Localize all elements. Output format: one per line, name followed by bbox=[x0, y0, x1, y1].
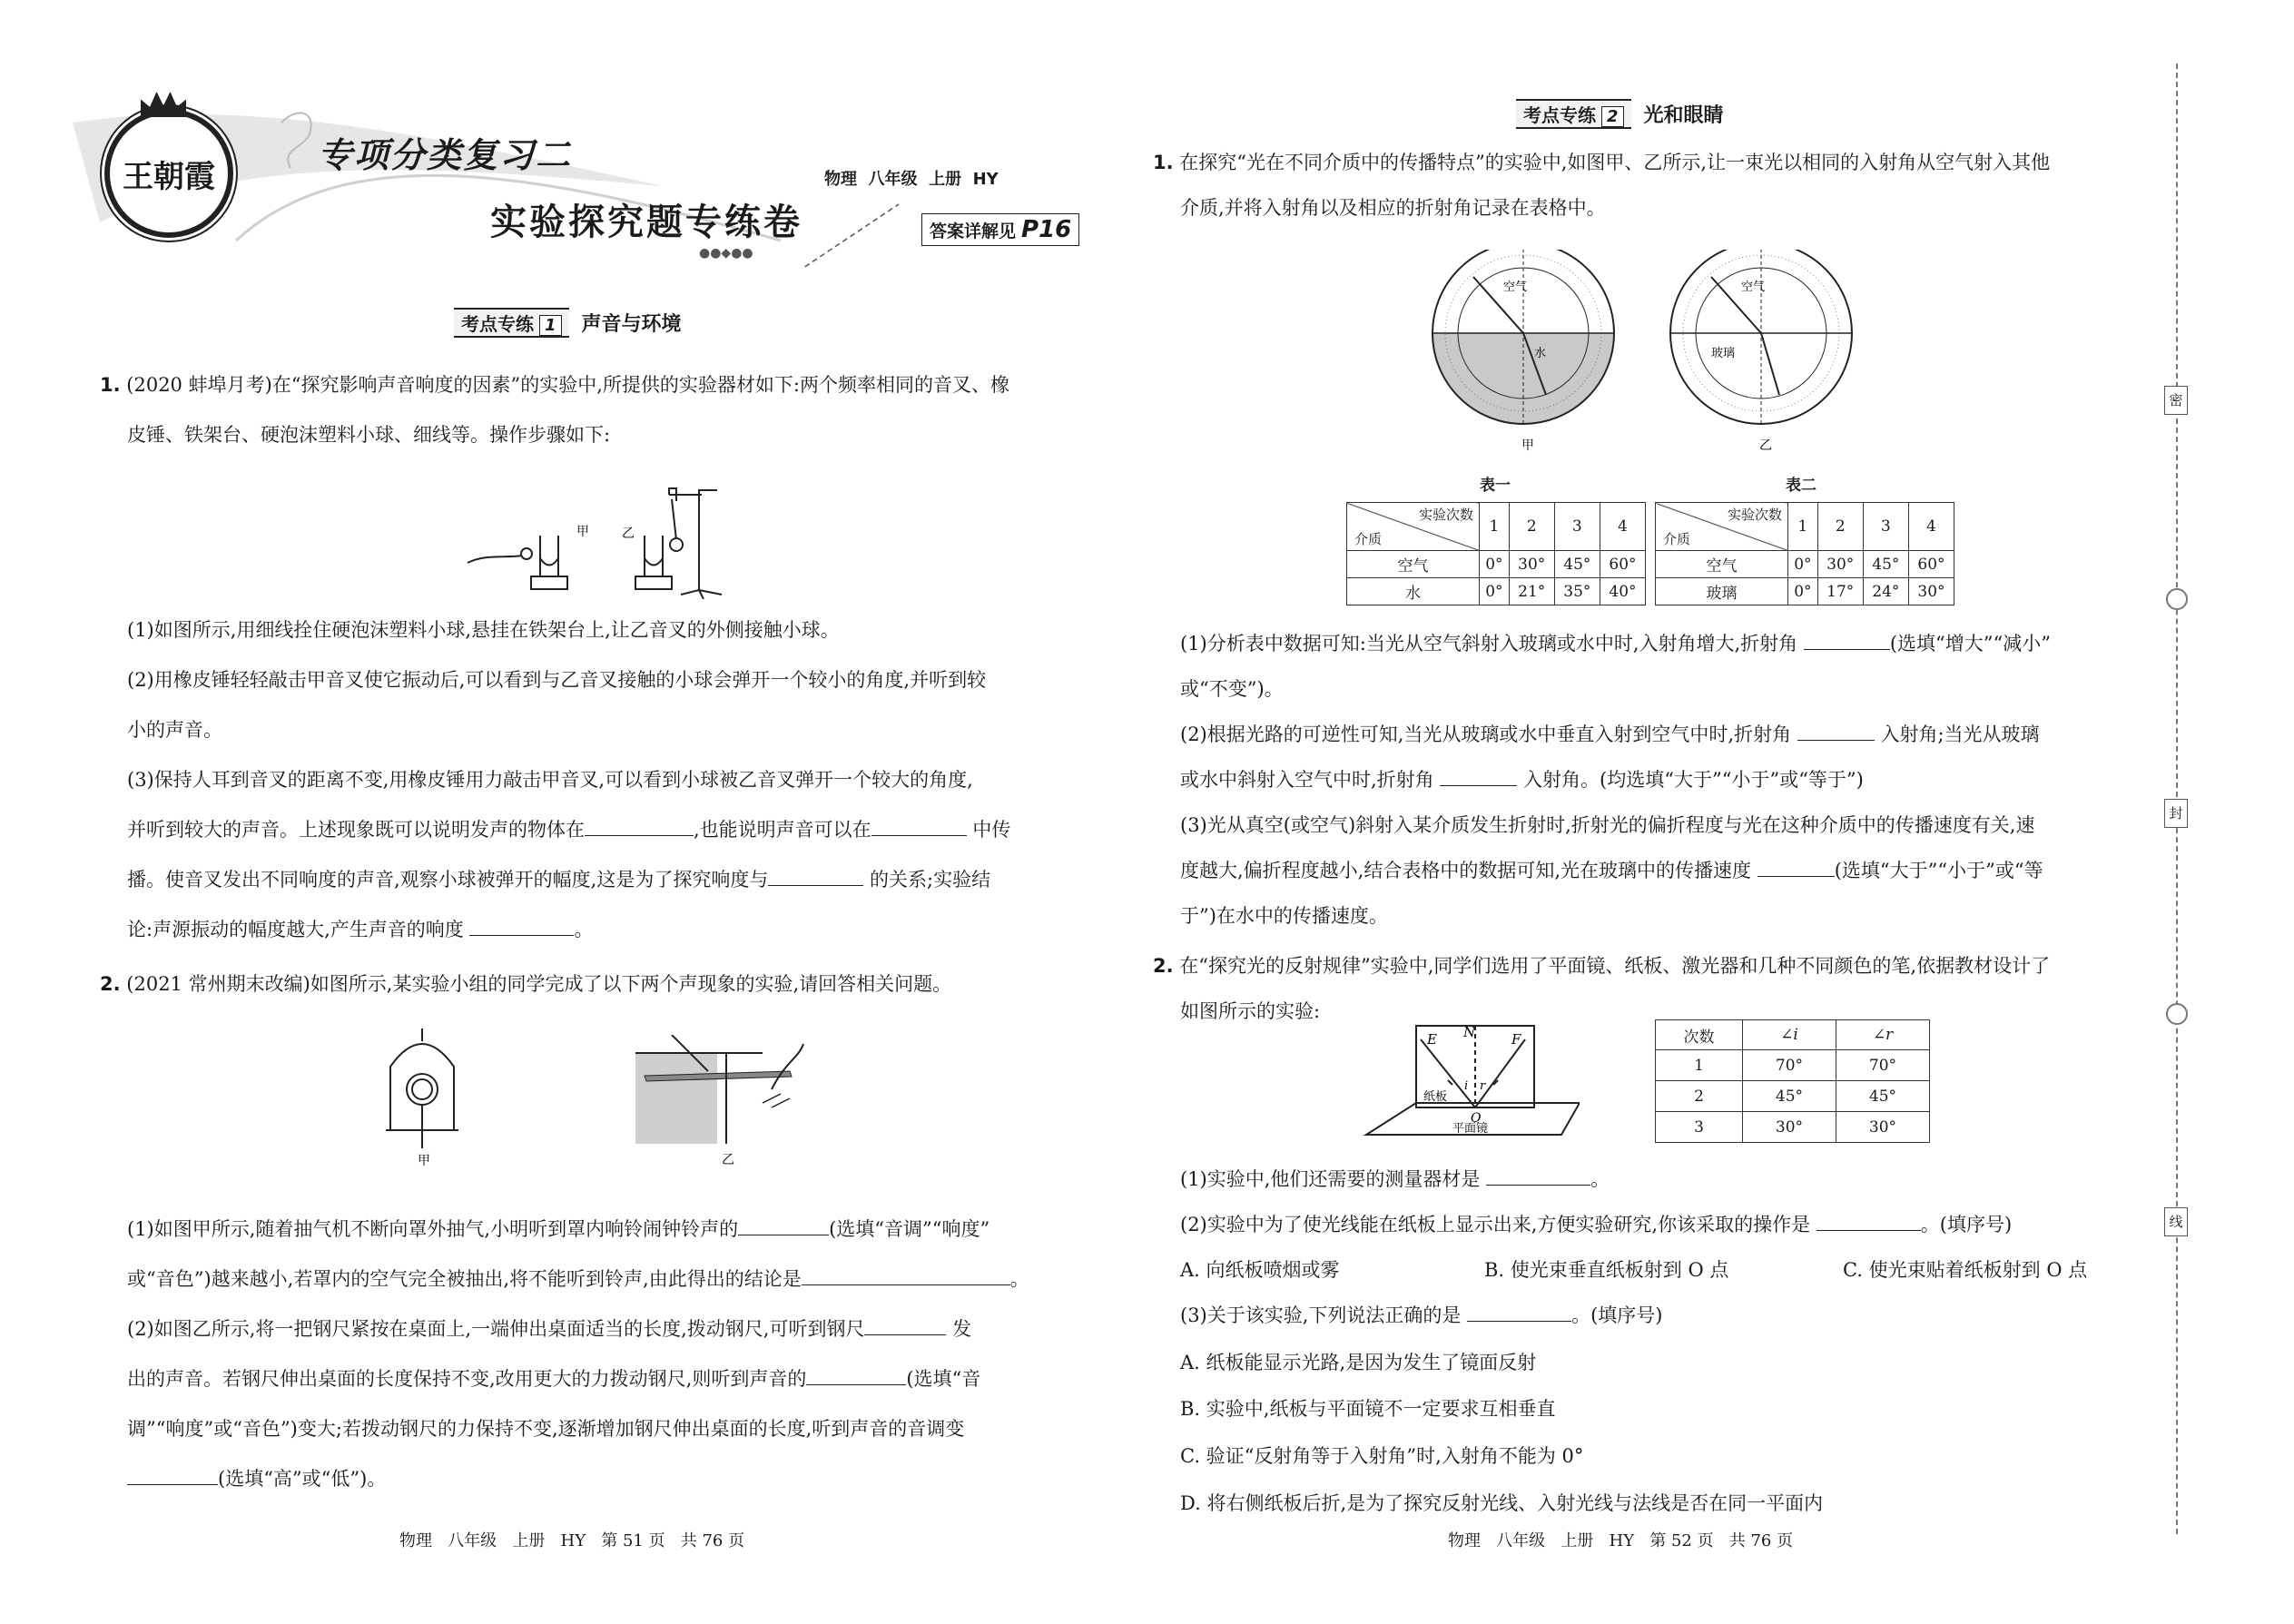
brand-badge bbox=[104, 109, 233, 238]
label-O: O bbox=[1471, 1111, 1482, 1126]
right-q1-p1b: 或“不变”)。 bbox=[1180, 678, 1284, 700]
table-header: 4 bbox=[1908, 503, 1954, 551]
section-tag: 考点专练 1 bbox=[454, 308, 569, 338]
right-q2-line1: 2. 在“探究光的反射规律”实验中,同学们选用了平面镜、纸板、激光器和几种不同颜色的笔,依据教材设计了 bbox=[1153, 955, 2051, 977]
table-row: 玻璃 0° 17° 24° 30° bbox=[1656, 578, 1954, 605]
dial-caption: 甲 bbox=[1521, 438, 1534, 453]
answer-blank[interactable] bbox=[806, 1366, 906, 1385]
answer-blank[interactable] bbox=[1486, 1166, 1590, 1186]
header-banner bbox=[73, 86, 1089, 268]
table-row: 水 0° 21° 35° 40° bbox=[1347, 578, 1646, 605]
left-q2-p2d: (选填“高”或“低”)。 bbox=[127, 1466, 386, 1491]
answer-blank[interactable] bbox=[871, 817, 967, 836]
subject-line: 物理 八年级 上册 HY bbox=[824, 170, 999, 189]
table2-title: 表二 bbox=[1786, 477, 1816, 495]
label-F: F bbox=[1511, 1031, 1521, 1048]
table-row: 空气 0° 30° 45° 60° bbox=[1656, 551, 1954, 578]
table1 bbox=[1346, 502, 1646, 605]
answer-blank[interactable] bbox=[802, 1266, 1010, 1285]
right-q1-p2b: 或水中斜射入空气中时,折射角 入射角。(均选填“大于”“小于”或“等于”) bbox=[1180, 769, 1864, 791]
right-q2-optA: A. 向纸板喷烟或雾 bbox=[1180, 1259, 1340, 1281]
left-q1-p2a: (2)用橡皮锤轻轻敲击甲音叉使它振动后,可以看到与乙音叉接触的小球会弹开一个较小的角度,并听到较 bbox=[127, 669, 987, 691]
dial-drawing bbox=[1423, 250, 1623, 454]
section-title: 声音与环境 bbox=[581, 312, 682, 336]
label-E: E bbox=[1427, 1031, 1437, 1048]
binding-mark: 线 bbox=[2164, 1207, 2188, 1236]
dial-caption: 乙 bbox=[1759, 438, 1772, 453]
table-header: ∠i bbox=[1743, 1020, 1836, 1050]
refraction-dial-glass bbox=[1661, 250, 1861, 454]
left-q1-p3c: 播。使音叉发出不同响度的声音,观察小球被弹开的幅度,这是为了探究响度与 的关系;实验结 bbox=[127, 869, 991, 891]
answer-blank[interactable] bbox=[1440, 767, 1517, 786]
right-q2-p2: (2)实验中为了使光线能在纸板上显示出来,方便实验研究,你该采取的操作是 。(填序号) bbox=[1180, 1214, 2013, 1235]
table-row: 2 45° 45° bbox=[1656, 1081, 1930, 1112]
right-q2-optB: B. 使光束垂直纸板射到 O 点 bbox=[1484, 1259, 1729, 1281]
answer-blank[interactable] bbox=[768, 867, 863, 886]
table-row: 1 70° 70° bbox=[1656, 1050, 1930, 1081]
right-q2-p1: (1)实验中,他们还需要的测量器材是 。 bbox=[1180, 1168, 1610, 1190]
left-q1-p2b: 小的声音。 bbox=[127, 719, 222, 741]
table-header: 2 bbox=[1817, 503, 1863, 551]
right-q1-p2a: (2)根据光路的可逆性可知,当光从玻璃或水中垂直入射到空气中时,折射角 入射角;当光从玻璃 bbox=[1180, 723, 2040, 745]
left-q2-line: 2. (2021 常州期末改编)如图所示,某实验小组的同学完成了以下两个声现象的实验,请回答相关问题。 bbox=[100, 973, 952, 995]
table-header: 4 bbox=[1600, 503, 1645, 551]
tuning-fork-drawing bbox=[458, 472, 758, 599]
left-q1-line2: 皮锤、铁架台、硬泡沫塑料小球、细线等。操作步骤如下: bbox=[127, 424, 611, 446]
fig-yi-label: 乙 bbox=[622, 527, 635, 541]
answer-blank[interactable] bbox=[1467, 1303, 1571, 1322]
left-q2-p2a: (2)如图乙所示,将一把钢尺紧按在桌面上,一端伸出桌面适当的长度,拨动钢尺,可听到钢尺 发 bbox=[127, 1318, 972, 1340]
answer-blank[interactable] bbox=[127, 1466, 218, 1485]
ruler-drawing bbox=[635, 1035, 817, 1166]
left-q1-p1: (1)如图所示,用细线拴住硬泡沫塑料小球,悬挂在铁架台上,让乙音叉的外侧接触小球。 bbox=[127, 619, 840, 641]
binding-mark: 密 bbox=[2164, 386, 2188, 415]
right-q2-p3: (3)关于该实验,下列说法正确的是 。(填序号) bbox=[1180, 1304, 1663, 1326]
table2 bbox=[1655, 502, 1954, 605]
left-q1-line1: 1. (2020 蚌埠月考)在“探究影响声音响度的因素”的实验中,所提供的实验器材如下:两个频率相同的音叉、橡 bbox=[100, 374, 1010, 396]
dial-bottom-label: 水 bbox=[1534, 347, 1547, 360]
bell-jar-figure bbox=[381, 1021, 463, 1166]
table-header: 次数 bbox=[1656, 1020, 1743, 1050]
main-title: 实验探究题专练卷 bbox=[490, 201, 802, 243]
right-q2-s3D: D. 将右侧纸板后折,是为了探究反射光线、入射光线与法线是否在同一平面内 bbox=[1180, 1492, 1824, 1514]
label-N: N bbox=[1463, 1024, 1476, 1040]
dial-top-label: 空气 bbox=[1741, 281, 1766, 294]
table-header: 1 bbox=[1788, 503, 1818, 551]
reflection-drawing bbox=[1362, 1017, 1580, 1144]
refraction-dial-water bbox=[1423, 250, 1623, 454]
answer-blank[interactable] bbox=[1804, 631, 1890, 650]
answer-blank[interactable] bbox=[1757, 858, 1835, 877]
table-corner: 实验次数 介质 bbox=[1347, 503, 1480, 551]
fig-yi-label: 乙 bbox=[722, 1153, 734, 1166]
right-q1-line2: 介质,并将入射角以及相应的折射角记录在表格中。 bbox=[1180, 197, 1606, 219]
right-q1-p3b: 度越大,偏折程度越小,结合表格中的数据可知,光在玻璃中的传播速度 (选填“大于”“小于”或“等 bbox=[1180, 860, 2043, 881]
label-mirror: 平面镜 bbox=[1452, 1122, 1489, 1136]
answer-blank[interactable] bbox=[1797, 722, 1875, 741]
answer-box bbox=[921, 213, 1079, 246]
table-header: 3 bbox=[1863, 503, 1908, 551]
binding-hole-icon bbox=[2166, 1003, 2188, 1025]
right-section-header bbox=[1516, 100, 1724, 127]
answer-blank[interactable] bbox=[864, 1316, 946, 1335]
left-q2-p2c: 调”“响度”或“音色”)变大;若拨动钢尺的力保持不变,逐渐增加钢尺伸出桌面的长度,听到声音的音调变 bbox=[127, 1418, 965, 1440]
table-header: 1 bbox=[1480, 503, 1510, 551]
left-q1-p3a: (3)保持人耳到音叉的距离不变,用橡皮锤用力敲击甲音叉,可以看到小球被乙音叉弹开一个较大的角度, bbox=[127, 769, 973, 791]
label-r: r bbox=[1480, 1079, 1486, 1093]
label-i: i bbox=[1464, 1079, 1469, 1093]
table-row: 空气 0° 30° 45° 60° bbox=[1347, 551, 1646, 578]
section-number: 2 bbox=[1601, 106, 1624, 127]
right-q2-optC: C. 使光束贴着纸板射到 O 点 bbox=[1843, 1259, 2088, 1281]
right-q2-s3C: C. 验证“反射角等于入射角”时,入射角不能为 0° bbox=[1180, 1445, 1584, 1467]
answer-blank[interactable] bbox=[469, 917, 574, 936]
tuning-fork-figure bbox=[458, 472, 758, 599]
label-board: 纸板 bbox=[1423, 1090, 1448, 1104]
bell-jar-drawing bbox=[381, 1021, 463, 1166]
table1-title: 表一 bbox=[1480, 477, 1511, 495]
dial-top-label: 空气 bbox=[1503, 281, 1528, 294]
fig-jia-label: 甲 bbox=[576, 525, 589, 539]
left-q2-p1b: 或“音色”)越来越小,若罩内的空气完全被抽出,将不能听到铃声,由此得出的结论是 。 bbox=[127, 1268, 1029, 1290]
right-q1-p3c: 于”)在水中的传播速度。 bbox=[1180, 905, 1388, 927]
fig-jia-label: 甲 bbox=[418, 1154, 430, 1166]
left-q2-p1a: (1)如图甲所示,随着抽气机不断向罩外抽气,小明听到罩内响铃闹钟铃声的 (选填“音调”“响度” bbox=[127, 1218, 990, 1240]
table-row: 3 30° 30° bbox=[1656, 1112, 1930, 1143]
series-title: 专项分类复习二 bbox=[318, 135, 573, 175]
reflection-diagram bbox=[1362, 1017, 1580, 1144]
right-q1-p3a: (3)光从真空(或空气)斜射入某介质发生折射时,折射光的偏折程度与光在这种介质中的传播速度有关,速 bbox=[1180, 814, 2035, 836]
reflection-table bbox=[1655, 1019, 1930, 1143]
right-q2-s3B: B. 实验中,纸板与平面镜不一定要求互相垂直 bbox=[1180, 1398, 1556, 1420]
right-q2-line2: 如图所示的实验: bbox=[1180, 1000, 1321, 1022]
table-header: 3 bbox=[1554, 503, 1600, 551]
dots-decoration: ●●◆●● bbox=[699, 246, 753, 261]
binding-mark: 封 bbox=[2164, 799, 2188, 828]
left-footer: 物理 八年级 上册 HY 第 51 页 共 76 页 bbox=[399, 1531, 745, 1550]
right-q2-s3A: A. 纸板能显示光路,是因为发生了镜面反射 bbox=[1180, 1352, 1537, 1373]
section-title: 光和眼睛 bbox=[1643, 103, 1724, 127]
section-number: 1 bbox=[539, 315, 562, 336]
dial-bottom-label: 玻璃 bbox=[1711, 347, 1736, 360]
brand-text: 王朝霞 bbox=[123, 158, 215, 195]
dial-drawing bbox=[1661, 250, 1861, 454]
answer-blank[interactable] bbox=[1816, 1212, 1921, 1231]
left-q2-p2b: 出的声音。若钢尺伸出桌面的长度保持不变,改用更大的力拨动钢尺,则听到声音的 (选填“音 bbox=[127, 1368, 981, 1390]
left-q1-p3b: 并听到较大的声音。上述现象既可以说明发声的物体在 ,也能说明声音可以在 中传 bbox=[127, 819, 1011, 841]
right-q1-p1a: (1)分析表中数据可知:当光从空气斜射入玻璃或水中时,入射角增大,折射角 (选填“增大”“减小” bbox=[1180, 633, 2051, 655]
binding-hole-icon bbox=[2166, 588, 2188, 610]
answer-blank[interactable] bbox=[738, 1216, 829, 1235]
answer-page: P16 bbox=[1021, 216, 1072, 243]
answer-blank[interactable] bbox=[585, 817, 694, 836]
table-corner: 实验次数 介质 bbox=[1656, 503, 1788, 551]
table-header: 2 bbox=[1509, 503, 1554, 551]
right-footer: 物理 八年级 上册 HY 第 52 页 共 76 页 bbox=[1448, 1531, 1794, 1550]
left-section-header bbox=[454, 309, 682, 336]
left-q1-p3d: 论:声源振动的幅度越大,产生声音的响度 。 bbox=[127, 919, 594, 940]
table-header: ∠r bbox=[1836, 1020, 1930, 1050]
right-q1-line1: 1. 在探究“光在不同介质中的传播特点”的实验中,如图甲、乙所示,让一束光以相同的入射角从空气射入其他 bbox=[1153, 152, 2051, 173]
ruler-figure bbox=[635, 1035, 817, 1166]
section-tag: 考点专练 2 bbox=[1516, 99, 1631, 129]
answer-ref: 答案详解见 bbox=[930, 221, 1017, 241]
